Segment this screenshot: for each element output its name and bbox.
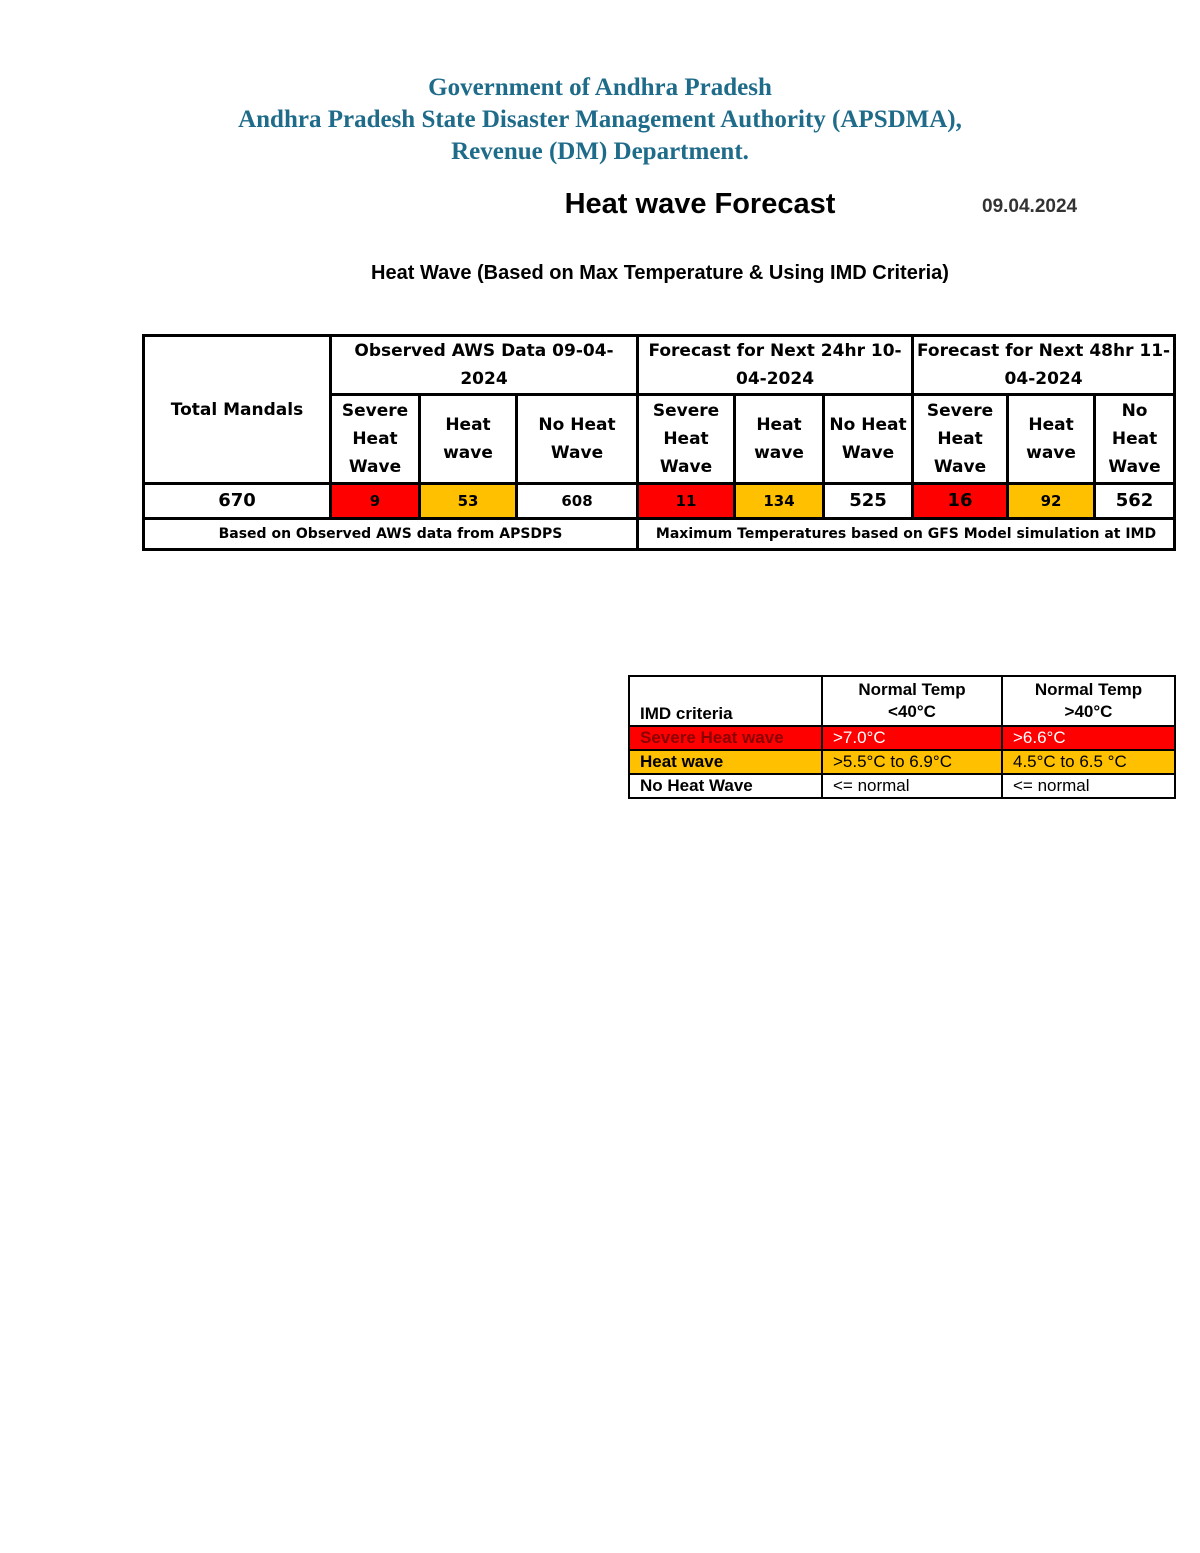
page-title: Heat wave Forecast — [564, 188, 836, 220]
criteria-row-label: Severe Heat wave — [629, 726, 822, 750]
forecast-24hr-no-heatwave-value: 525 — [824, 484, 913, 519]
criteria-row-label: No Heat Wave — [629, 774, 822, 798]
col-header-no-heatwave: No Heat Wave — [1095, 395, 1175, 484]
forecast-48hr-severe-value: 16 — [913, 484, 1008, 519]
criteria-cell: <= normal — [822, 774, 1002, 798]
forecast-24hr-severe-value: 11 — [638, 484, 735, 519]
criteria-cell: <= normal — [1002, 774, 1175, 798]
criteria-header-above-40: Normal Temp >40°C — [1002, 676, 1175, 726]
org-name: Government of Andhra Pradesh — [428, 74, 772, 101]
col-header-severe: Severe Heat Wave — [638, 395, 735, 484]
col-header-no-heatwave: No Heat Wave — [517, 395, 638, 484]
criteria-cell: >7.0°C — [822, 726, 1002, 750]
group-header-24hr: Forecast for Next 24hr 10-04-2024 — [638, 336, 913, 395]
group-header-observed: Observed AWS Data 09-04-2024 — [331, 336, 638, 395]
department-name: Revenue (DM) Department. — [451, 138, 749, 165]
criteria-cell: >6.6°C — [1002, 726, 1175, 750]
heatwave-summary-table — [142, 334, 1176, 551]
forecast-24hr-heatwave-value: 134 — [735, 484, 824, 519]
total-mandals-value: 670 — [144, 484, 331, 519]
group-header-48hr: Forecast for Next 48hr 11-04-2024 — [913, 336, 1175, 395]
criteria-header-label: IMD criteria — [629, 676, 822, 726]
report-date: 09.04.2024 — [982, 196, 1078, 217]
criteria-row-label: Heat wave — [629, 750, 822, 774]
col-header-severe: Severe Heat Wave — [331, 395, 420, 484]
col-header-no-heatwave: No Heat Wave — [824, 395, 913, 484]
criteria-cell: >5.5°C to 6.9°C — [822, 750, 1002, 774]
observed-heatwave-value: 53 — [420, 484, 517, 519]
observed-no-heatwave-value: 608 — [517, 484, 638, 519]
col-header-severe: Severe Heat Wave — [913, 395, 1008, 484]
forecast-48hr-no-heatwave-value: 562 — [1095, 484, 1175, 519]
authority-name: Andhra Pradesh State Disaster Management Authority (APSDMA), — [238, 106, 962, 133]
footer-observed-source: Based on Observed AWS data from APSDPS — [144, 519, 638, 550]
col-header-heatwave: Heat wave — [420, 395, 517, 484]
table-subtitle: Heat Wave (Based on Max Temperature & Using IMD Criteria) — [371, 262, 949, 284]
forecast-48hr-heatwave-value: 92 — [1008, 484, 1095, 519]
criteria-header-below-40: Normal Temp <40°C — [822, 676, 1002, 726]
col-header-heatwave: Heat wave — [1008, 395, 1095, 484]
footer-forecast-source: Maximum Temperatures based on GFS Model simulation at IMD — [638, 519, 1175, 550]
col-header-heatwave: Heat wave — [735, 395, 824, 484]
total-mandals-header: Total Mandals — [144, 336, 331, 484]
criteria-cell: 4.5°C to 6.5 °C — [1002, 750, 1175, 774]
imd-criteria-table — [628, 675, 1176, 799]
observed-severe-value: 9 — [331, 484, 420, 519]
